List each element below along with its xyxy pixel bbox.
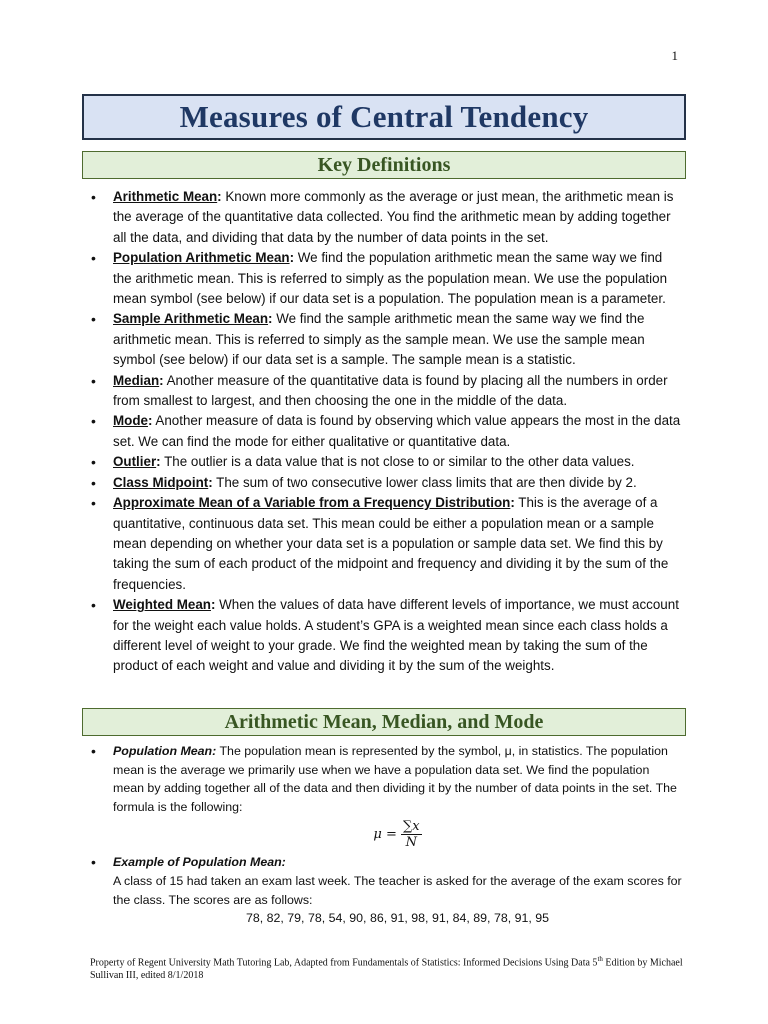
page-number: 1 — [671, 48, 678, 63]
definition-term: Approximate Mean of a Variable from a Frequency Distribution — [113, 495, 511, 511]
definition-text: When the values of data have different levels of importance, we must account for the weight each value holds. A student’s GPA is a weighted mean since each class holds a different level of weight to your grade. We find the weighted mean by taking the sum of the product of each weight and value and dividing it by the sum of the weights. — [113, 597, 679, 674]
list-item: • Mode: Another measure of data is found by observing which value appears the most in the data set. We can find the mode for either qualitative or quantitative data. — [82, 411, 682, 452]
list-item: • Weighted Mean: When the values of data have different levels of importance, we must account for the weight each value holds. A student’s GPA is a weighted mean since each class holds a different level of weight to your grade. We find the weighted mean by taking the sum of the product of each weight and value and dividing it by the sum of the weights. — [82, 595, 682, 677]
definition-term: Population Arithmetic Mean — [113, 250, 290, 266]
page-title: Measures of Central Tendency — [179, 99, 589, 134]
section-header-mean-median-mode — [82, 708, 686, 736]
population-mean-term: Population Mean: — [113, 744, 217, 758]
list-item: • Approximate Mean of a Variable from a Frequency Distribution: This is the average of a quantitative, continuous data set. This mean could be either a population mean or a sample mean depending on whether your data set is a population or sample data set. We find this by taking the sum of each product of the midpoint and frequency and dividing it by the sum of the frequencies. — [82, 493, 682, 595]
formula-lhs: μ = — [373, 827, 397, 843]
footer-attribution — [90, 953, 690, 982]
definition-term: Outlier — [113, 454, 157, 470]
definition-term: Sample Arithmetic Mean — [113, 311, 269, 327]
section-header-key-definitions — [82, 151, 686, 179]
definition-term: Median — [113, 372, 160, 388]
list-item: • Outlier: The outlier is a data value that is not close to or similar to the other data values. — [82, 452, 682, 472]
definition-text: Another measure of the quantitative data is found by placing all the numbers in order from smallest to largest, and then choosing the one in the middle of the data. — [113, 372, 668, 409]
list-item: • Arithmetic Mean: Known more commonly as the average or just mean, the arithmetic mean is the average of the quantitative data collected. You find the arithmetic mean by adding together all the data, and dividing that data by the number of data points in the set. — [82, 187, 682, 248]
mean-median-mode-list — [82, 742, 682, 928]
population-mean-text: The population mean is represented by the symbol, μ, in statistics. The population mean is the average we primarily use when we have a population data set. We find the population mean by adding together all of the data and then dividing it by the number of data points in the set. The formula is the following: — [113, 744, 677, 814]
footer-superscript: th — [597, 955, 603, 963]
definition-text: Known more commonly as the average or just mean, the arithmetic mean is the average of the quantitative data collected. You find the arithmetic mean by adding together all the data, and dividing that data by the number of data points in the set. — [113, 189, 674, 245]
formula-denominator: N — [405, 835, 417, 851]
formula-numerator: ∑x — [403, 819, 420, 835]
definition-text: Another measure of data is found by observing which value appears the most in the data set. We can find the mode for either qualitative or quantitative data. — [113, 413, 681, 449]
exam-scores: 78, 82, 79, 78, 54, 90, 86, 91, 98, 91, 84, 89, 78, 91, 95 — [245, 911, 550, 926]
definition-term: Class Midpoint — [113, 474, 209, 490]
footer-text: Property of Regent University Math Tutoring Lab, Adapted from Fundamentals of Statistics: Informed Decisions Using Data 5 — [90, 957, 598, 969]
definition-text: We find the sample arithmetic mean the same way we find the arithmetic mean. This is referred to simply as the sample mean. We use the sample mean symbol (see below) if our data set is a sample. The sample mean is a statistic. — [113, 311, 645, 368]
example-text: A class of 15 had taken an exam last week. The teacher is asked for the average of the exam scores for the class. The scores are as follows: — [113, 873, 682, 907]
footer-text-end: Edition by Michael Sullivan III, edited 8/1/2018 — [90, 957, 683, 982]
list-item: • Median: Another measure of the quantitative data is found by placing all the numbers in order from smallest to largest, and then choosing the one in the middle of the data. — [82, 371, 682, 412]
definition-text: The sum of two consecutive lower class limits that are then divide by 2. — [212, 474, 637, 490]
list-item: • Population Arithmetic Mean: We find the population arithmetic mean the same way we find the arithmetic mean. This is referred to simply as the population mean. We use the population mean symbol (see below) if our data set is a population. The population mean is a parameter. — [82, 248, 682, 309]
list-item: • Class Midpoint: The sum of two consecutive lower class limits that are then divide by 2. — [82, 473, 682, 493]
definition-term: Arithmetic Mean — [113, 189, 218, 204]
title-banner — [82, 94, 686, 140]
definition-text: The outlier is a data value that is not close to or similar to the other data values. — [160, 454, 635, 470]
formula-fraction — [401, 819, 422, 850]
example-term: Example of Population Mean: — [113, 855, 286, 870]
list-item — [82, 853, 682, 927]
definitions-list — [82, 187, 682, 677]
list-item: • Sample Arithmetic Mean: We find the sample arithmetic mean the same way we find the arithmetic mean. This is referred to simply as the sample mean. We use the sample mean symbol (see below) if our data set is a sample. The sample mean is a statistic. — [82, 309, 682, 370]
section-title: Arithmetic Mean, Median, and Mode — [224, 710, 544, 733]
definition-term: Weighted Mean — [113, 597, 211, 613]
list-item — [82, 742, 682, 853]
definition-term: Mode — [113, 413, 148, 429]
definition-text: This is the average of a quantitative, continuous data set. This mean could be either a population mean or a sample mean depending on whether your data set is a population or sample data set. We find this by taking the sum of each product of the midpoint and frequency and dividing it by the sum of the frequencies. — [113, 495, 669, 592]
section-title: Key Definitions — [317, 153, 451, 176]
population-mean-formula — [113, 816, 682, 853]
definition-text: We find the population arithmetic mean the same way we find the arithmetic mean. This is referred to simply as the population mean. We use the population mean symbol (see below) if our data set is a population. The population mean is a parameter. — [113, 250, 668, 307]
